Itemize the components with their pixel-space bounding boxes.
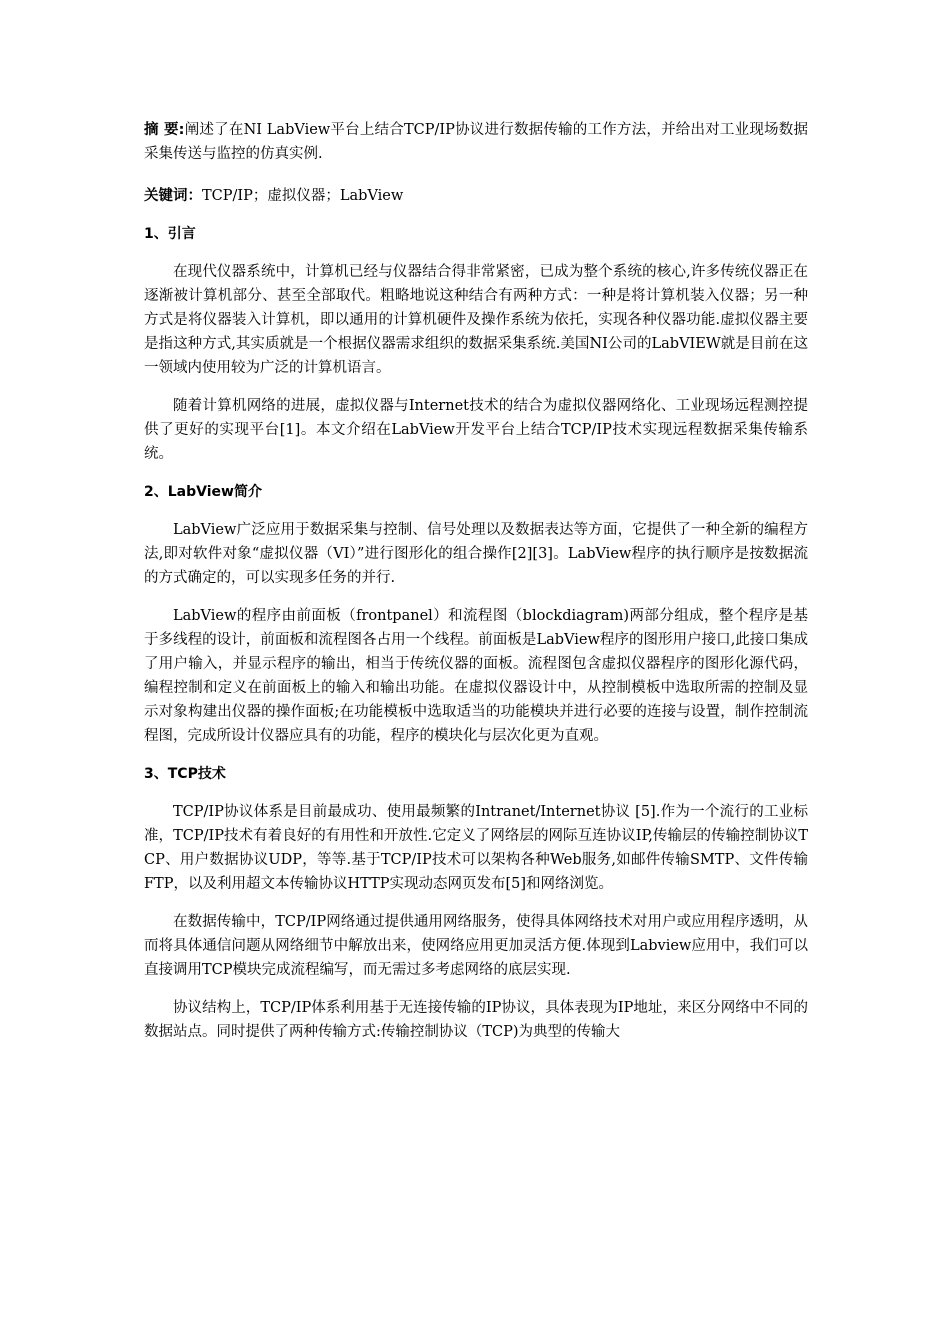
keywords-text: TCP/IP；虚拟仪器；LabView: [202, 188, 404, 204]
section-introduction: [144, 222, 808, 466]
section-tcp: [144, 762, 808, 1044]
keywords-label: 关键词：: [144, 188, 202, 204]
abstract-text: 阐述了在NI LabView平台上结合TCP/IP协议进行数据传输的工作方法，并给出对工业现场数据采集传送与监控的仿真实例.: [144, 122, 808, 162]
abstract-label: 摘 要:: [144, 122, 185, 138]
paragraph: 在数据传输中，TCP/IP网络通过提供通用网络服务，使得具体网络技术对用户或应用程序透明，从而将具体通信问题从网络细节中解放出来，使网络应用更加灵活方便.体现到Labview应用中，我们可以直接调用TCP模块完成流程编写，而无需过多考虑网络的底层实现.: [144, 914, 808, 978]
section-heading: 1、引言: [144, 226, 196, 242]
section-heading: 3、TCP技术: [144, 766, 226, 782]
keywords: [144, 184, 808, 208]
abstract: [144, 118, 808, 166]
section-labview-intro: [144, 480, 808, 748]
section-heading: 2、LabView简介: [144, 484, 262, 500]
paragraph: LabView的程序由前面板（frontpanel）和流程图（blockdiagram)两部分组成，整个程序是基于多线程的设计，前面板和流程图各占用一个线程。前面板是LabView程序的图形用户接口,此接口集成了用户输入，并显示程序的输出，相当于传统仪器的面板。流程图包含虚拟仪器程序的图形化源代码，编程控制和定义在前面板上的输入和输出功能。在虚拟仪器设计中，从控制模板中选取所需的控制及显示对象构建出仪器的操作面板;在功能模板中选取适当的功能模块并进行必要的连接与设置，制作控制流程图，完成所设计仪器应具有的功能，程序的模块化与层次化更为直观。: [144, 608, 808, 744]
paragraph: 协议结构上，TCP/IP体系利用基于无连接传输的IP协议，具体表现为IP地址，来区分网络中不同的数据站点。同时提供了两种传输方式:传输控制协议（TCP)为典型的传输大: [144, 1000, 808, 1040]
paragraph: 随着计算机网络的进展，虚拟仪器与Internet技术的结合为虚拟仪器网络化、工业现场远程测控提供了更好的实现平台[1]。本文介绍在LabView开发平台上结合TCP/IP技术实现远程数据采集传输系统。: [144, 398, 808, 462]
paragraph: TCP/IP协议体系是目前最成功、使用最频繁的Intranet/Internet协议 [5].作为一个流行的工业标准，TCP/IP技术有着良好的有用性和开放性.它定义了网络层的网际互连协议IP,传输层的传输控制协议TCP、用户数据协议UDP，等等.基于TCP/IP技术可以架构各种Web服务,如邮件传输SMTP、文件传输FTP，以及利用超文本传输协议HTTP实现动态网页发布[5]和网络浏览。: [144, 804, 808, 892]
document-page: [144, 118, 808, 1058]
paragraph: 在现代仪器系统中，计算机已经与仪器结合得非常紧密，已成为整个系统的核心,许多传统仪器正在逐渐被计算机部分、甚至全部取代。粗略地说这种结合有两种方式：一种是将计算机装入仪器；另一种方式是将仪器装入计算机，即以通用的计算机硬件及操作系统为依托，实现各种仪器功能.虚拟仪器主要是指这种方式,其实质就是一个根据仪器需求组织的数据采集系统.美国NI公司的LabVIEW就是目前在这一领域内使用较为广泛的计算机语言。: [144, 264, 808, 376]
paragraph: LabView广泛应用于数据采集与控制、信号处理以及数据表达等方面，它提供了一种全新的编程方法,即对软件对象“虚拟仪器（VI）”进行图形化的组合操作[2][3]。LabView程序的执行顺序是按数据流的方式确定的，可以实现多任务的并行.: [144, 522, 808, 586]
